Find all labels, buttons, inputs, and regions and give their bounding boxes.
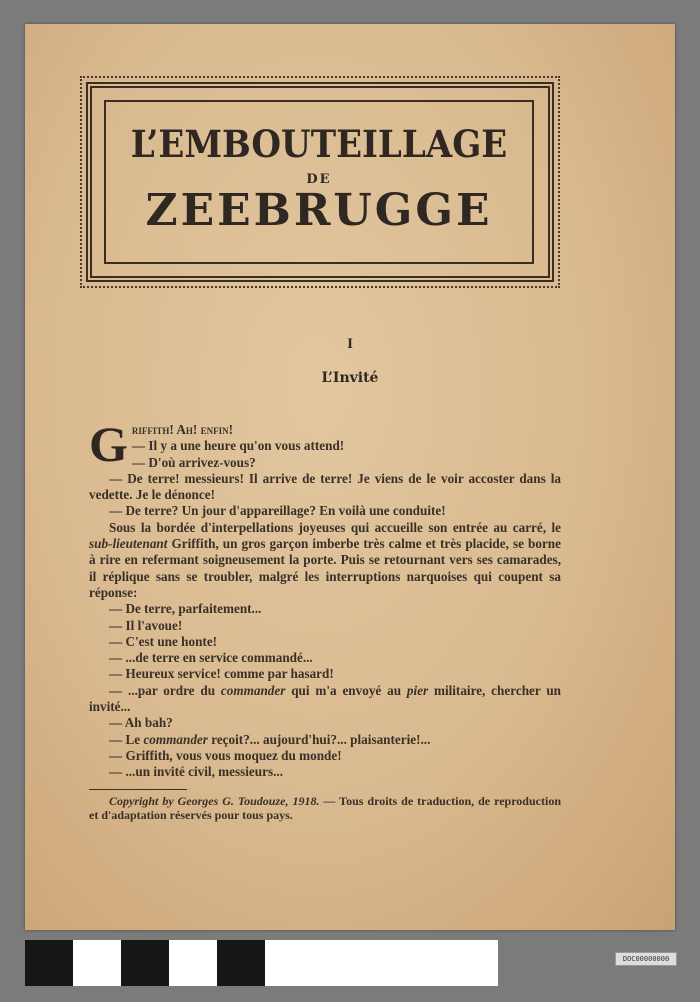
- dialogue-line: — C'est une honte!: [109, 633, 218, 649]
- text-span: reçoit?... aujourd'hui?... plaisanterie!...: [207, 731, 431, 747]
- italic-span: Copyright by Georges G. Toudouze, 1918.: [109, 793, 320, 808]
- title-line-1: L’EMBOUTEILLAGE: [130, 122, 508, 166]
- dialogue-line: [89, 732, 561, 748]
- color-scale-white-2: [169, 940, 217, 986]
- color-scale-black-2: [121, 940, 169, 986]
- text-span: — Le: [109, 731, 144, 747]
- archive-label: DOC00000000: [615, 952, 677, 966]
- italic-span: sub-lieutenant: [89, 536, 168, 552]
- dialogue-line: — Griffith, vous vous moquez du monde!: [109, 747, 342, 763]
- drop-cap: G: [89, 416, 128, 472]
- color-scale-black-1: [25, 940, 73, 986]
- text-span: Sous la bordée d'interpellations joyeuses qui accueille son entrée au carré, le: [109, 519, 561, 535]
- text-span: — ...par ordre du: [109, 682, 221, 698]
- footnote-rule: [89, 789, 187, 790]
- dialogue-line: — Ah bah?: [109, 715, 173, 731]
- body-text: [89, 416, 561, 822]
- title-box: [104, 100, 534, 264]
- paragraph: — De terre! messieurs! Il arrive de terre! Je viens de le voir accoster dans la vedette. Je le dénonce!: [89, 470, 561, 503]
- dialogue-line: — D'où arrivez-vous?: [131, 454, 256, 470]
- dialogue-line: — Il y a une heure qu'on vous attend!: [131, 438, 345, 454]
- dialogue-line: [89, 683, 561, 716]
- dialogue-line: — Il l'avoue!: [109, 617, 183, 633]
- chapter-number: I: [347, 336, 353, 352]
- text-span: qui m'a envoyé au: [285, 682, 407, 698]
- dialogue-line: — ...un invité civil, messieurs...: [109, 764, 284, 780]
- paragraph: — De terre? Un jour d'appareillage? En voilà une conduite!: [109, 503, 446, 519]
- title-line-2: DE: [306, 172, 332, 187]
- dialogue-line: — De terre, parfaitement...: [109, 601, 262, 617]
- italic-span: commander: [143, 731, 208, 747]
- color-scale-white-1: [73, 940, 121, 986]
- italic-span: pier: [406, 682, 429, 698]
- paragraph: [89, 520, 561, 601]
- italic-span: commander: [220, 682, 286, 698]
- text-span: militaire, chercher un invité...: [89, 682, 561, 715]
- text-span: — Tous droits de traduction, de reproduction et d'adaptation réservés pour tous pays.: [89, 793, 561, 822]
- footnote: [89, 794, 561, 822]
- title-line-3: ZEEBRUGGE: [145, 185, 493, 236]
- text-span: Griffith, un gros garçon imberbe très calme et très placide, se borne à rire en refermant soigneusement la porte. Puis se retournant vers ses camarades, il réplique sans se troubler, malgré les interruptions narquoises qui coupent sa réponse:: [89, 536, 561, 600]
- dialogue-line: — ...de terre en service commandé...: [109, 650, 313, 666]
- color-scale-white-3: [265, 940, 498, 986]
- dialogue-line: — Heureux service! comme par hasard!: [109, 666, 334, 682]
- chapter-title: L’Invité: [321, 370, 379, 386]
- color-scale-black-3: [217, 940, 265, 986]
- first-line: riffith! Ah! enfin!: [131, 422, 233, 437]
